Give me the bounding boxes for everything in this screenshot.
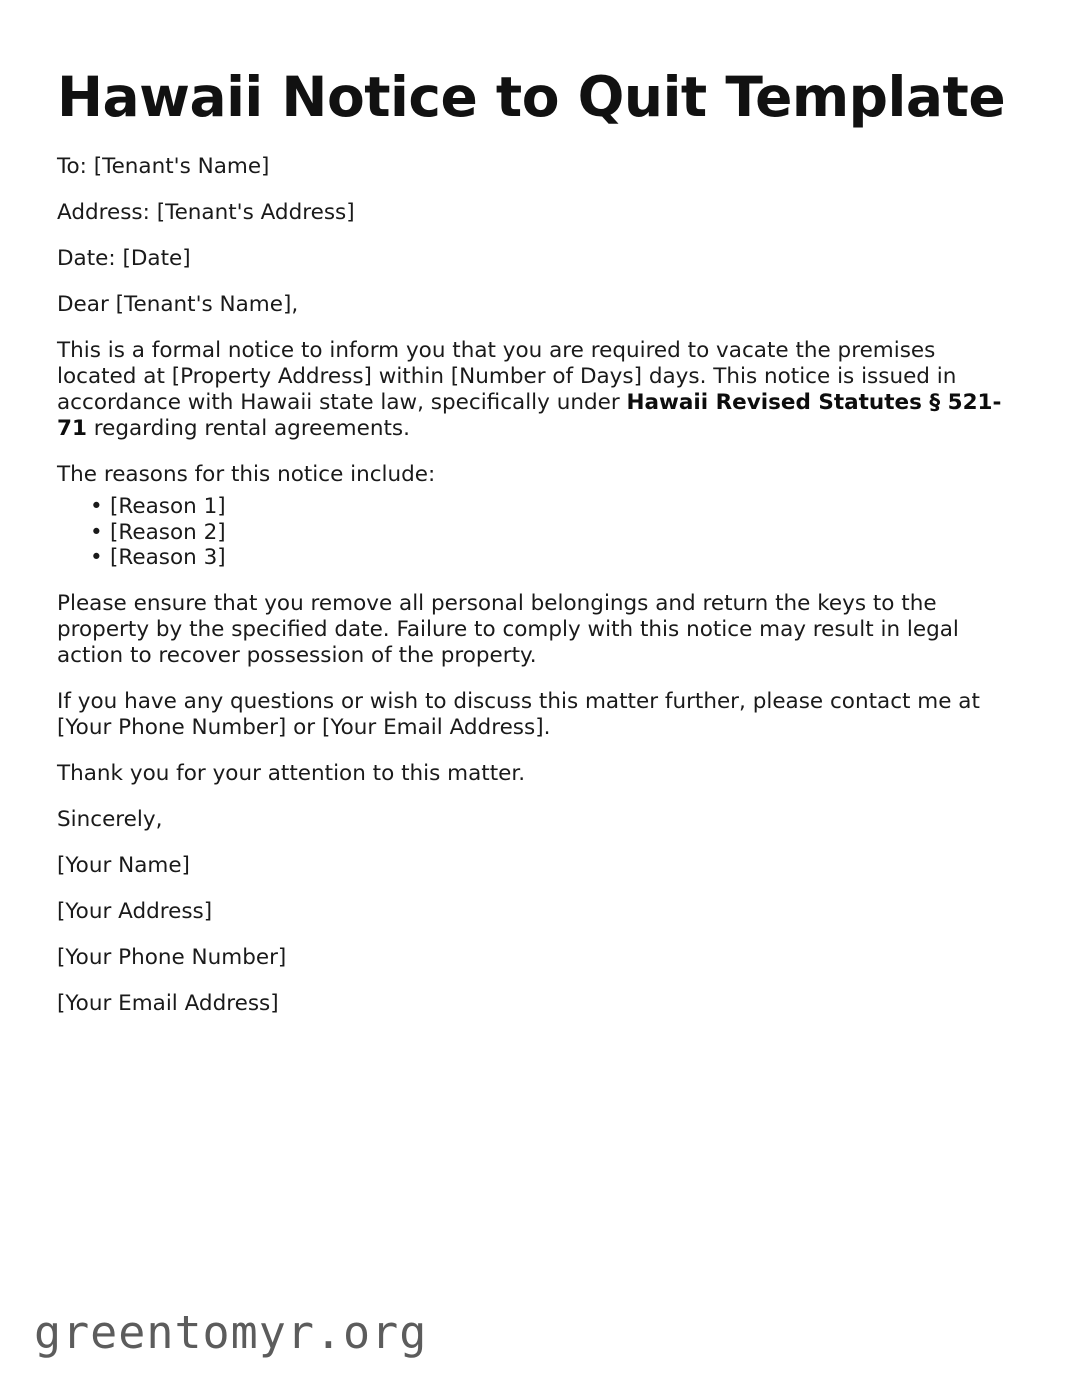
thanks-paragraph: Thank you for your attention to this matter. [57,760,526,786]
recipient-address-line: Address: [Tenant's Address] [57,200,355,225]
signature-email: [Your Email Address] [57,990,279,1016]
contact-paragraph: If you have any questions or wish to discuss this matter further, please contact me at [Your Phone Number] or [Your Email Address]. [57,688,980,740]
date-line: Date: [Date] [57,246,191,271]
bullet-icon: • [90,519,103,545]
bullet-icon: • [90,545,103,570]
notice-paragraph-part-1: This is a formal notice to inform you that you are required to vacate the premises located at [Property Address] within [Number of Days] days. This notice is issued in accordance with Hawaii state law, specifically under [57,338,957,415]
signature-closing: Sincerely, [57,806,163,832]
page-title: Hawaii Notice to Quit Template [57,65,1006,129]
signature-phone: [Your Phone Number] [57,944,287,970]
signature-name: [Your Name] [57,852,190,878]
bullet-icon: • [90,494,103,519]
site-watermark: greentomyr.org [34,1306,428,1359]
statute-reference: Hawaii Revised Statutes § 521-71 [57,390,1002,441]
list-item [57,545,1015,571]
notice-paragraph-part-2: regarding rental agreements. [86,416,410,441]
document-body [57,0,1015,1017]
notice-paragraph [57,318,1015,442]
list-item-label: [Reason 1] [110,494,226,519]
list-item-label: [Reason 2] [110,519,226,545]
list-item [57,520,1015,546]
salutation-line: Dear [Tenant's Name], [57,292,299,317]
recipient-name-line: To: [Tenant's Name] [57,154,270,179]
reasons-intro: The reasons for this notice include: [57,462,436,487]
removal-paragraph: Please ensure that you remove all personal belongings and return the keys to the property by the specified date. Failure to comply with this notice may result in legal action to recover possession of the property. [57,590,959,668]
list-item [57,494,1015,520]
reasons-list [57,488,1015,571]
signature-address: [Your Address] [57,898,213,924]
list-item-label: [Reason 3] [110,545,226,570]
